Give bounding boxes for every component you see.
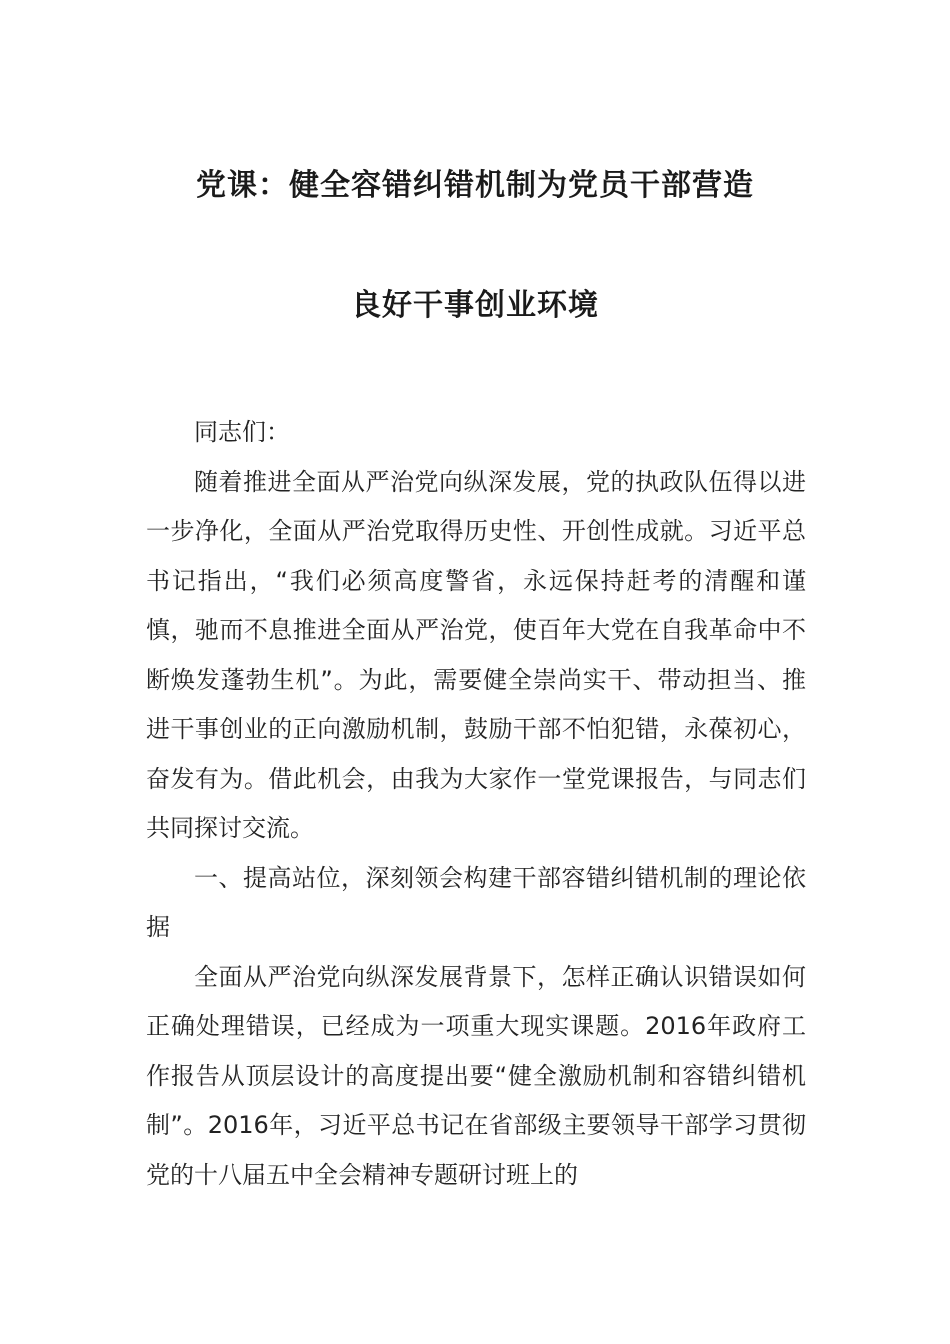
body-paragraph: 全面从严治党向纵深发展背景下，怎样正确认识错误如何正确处理错误，已经成为一项重大现实课题。2016年政府工作报告从顶层设计的高度提出要“健全激励机制和容错纠错机制”。2016年，习近平总书记在省部级主要领导干部学习贯彻党的十八届五中全会精神专题研讨班上的 [146, 962, 806, 1189]
body-paragraph: 随着推进全面从严治党向纵深发展，党的执政队伍得以进一步净化，全面从严治党取得历史性、开创性成就。习近平总书记指出，“我们必须高度警省，永远保持赶考的清醒和谨慎，驰而不息推进全面从严治党，使百年大党在自我革命中不断焕发蓬勃生机”。为此，需要健全崇尚实干、带动担当、推进干事创业的正向激励机制，鼓励干部不怕犯错，永葆初心，奋发有为。借此机会，由我为大家作一堂党课报告，与同志们共同探讨交流。 [146, 467, 806, 842]
section-heading: 一、提高站位，深刻领会构建干部容错纠错机制的理论依据 [146, 863, 806, 941]
document-body [146, 408, 806, 1200]
document-title-line-2: 良好干事创业环境 [351, 288, 599, 323]
document-title-line-1: 党课：健全容错纠错机制为党员干部营造 [196, 168, 754, 203]
salutation-paragraph: 同志们： [194, 418, 290, 446]
